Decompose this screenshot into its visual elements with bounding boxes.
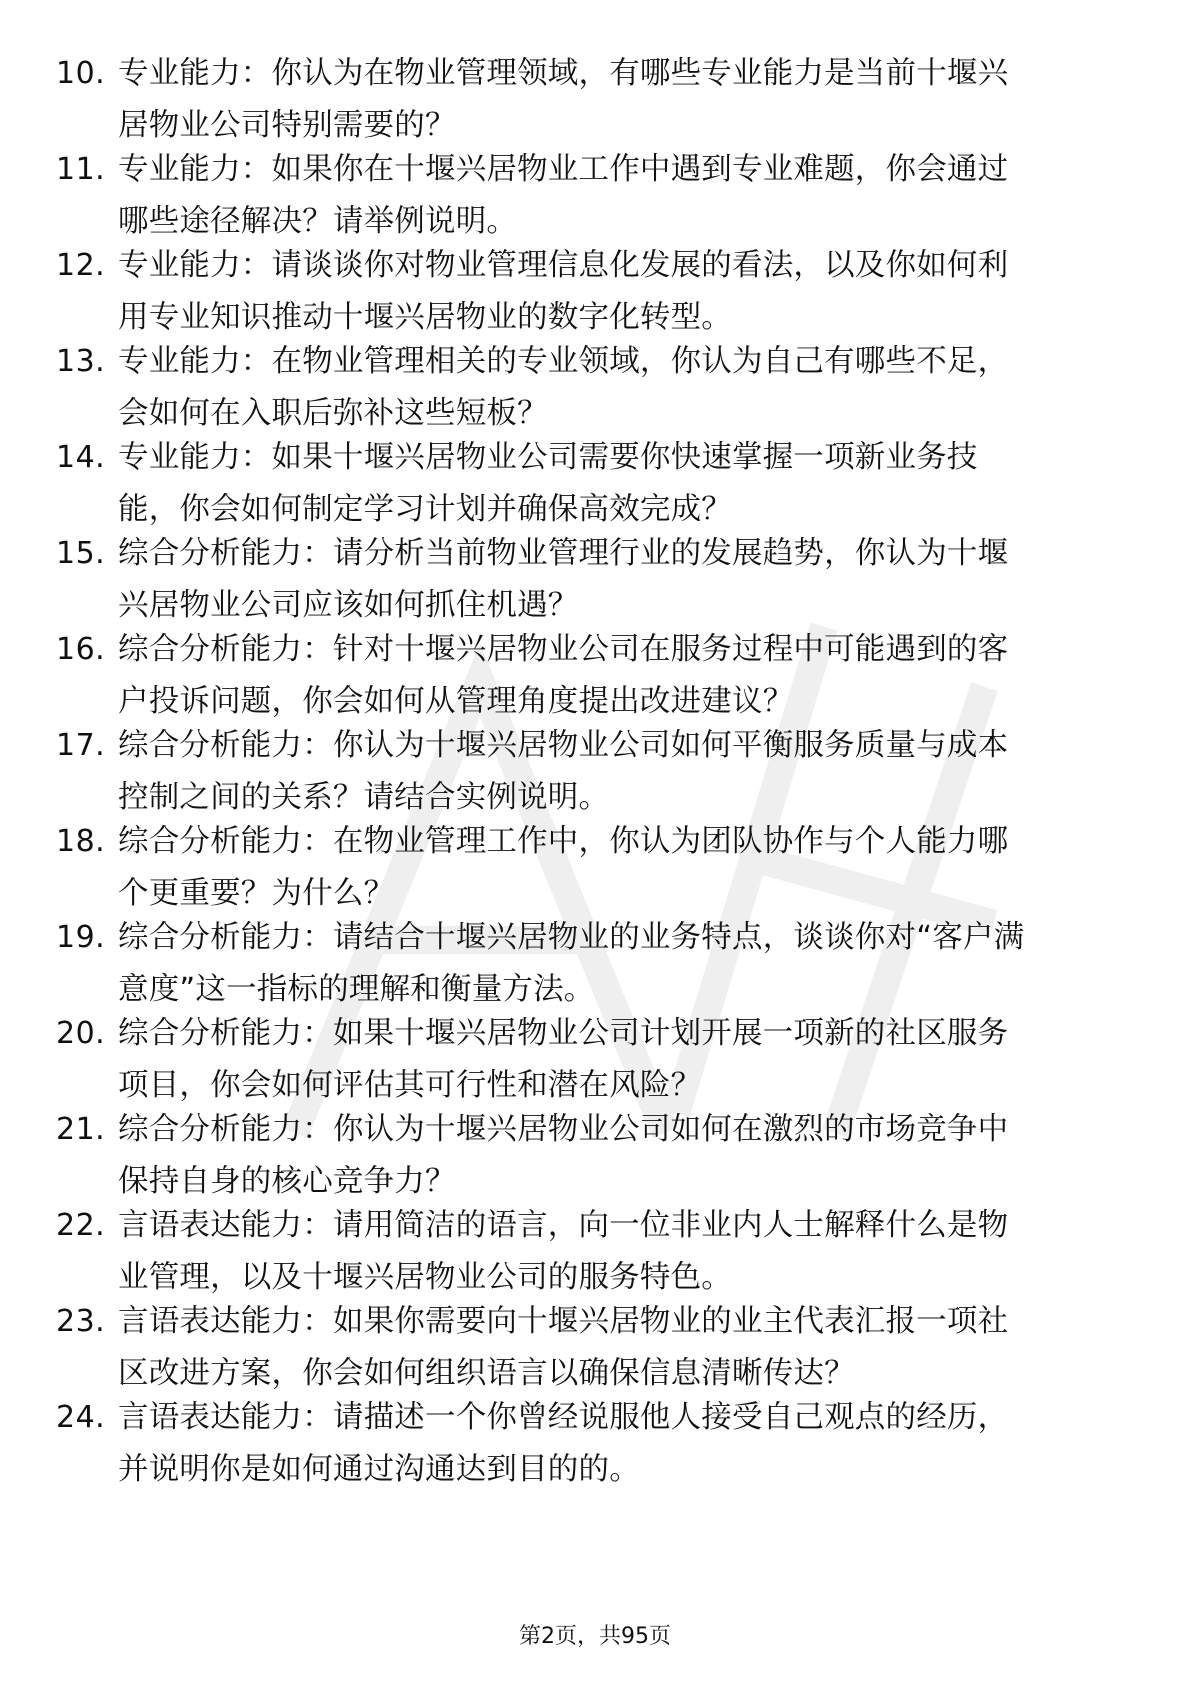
question-text: 言语表达能力：请描述一个你曾经说服他人接受自己观点的经历，并说明你是如何通过沟通达到目的的。	[118, 1400, 1009, 1487]
question-item	[0, 912, 1190, 1016]
question-text: 专业能力：在物业管理相关的专业领域，你认为自己有哪些不足，会如何在入职后弥补这些短板？	[118, 344, 1009, 431]
question-text: 综合分析能力：请分析当前物业管理行业的发展趋势，你认为十堰兴居物业公司应该如何抓住机遇？	[118, 536, 1009, 623]
question-item	[0, 1008, 1190, 1112]
question-number: 14.	[56, 440, 106, 475]
question-number: 21.	[56, 1112, 106, 1147]
question-item	[0, 432, 1190, 536]
question-number: 18.	[56, 824, 106, 859]
question-number: 11.	[56, 152, 106, 187]
question-text: 综合分析能力：你认为十堰兴居物业公司如何平衡服务质量与成本控制之间的关系？请结合实例说明。	[118, 728, 1009, 815]
question-item	[0, 624, 1190, 728]
question-number: 19.	[56, 920, 106, 955]
question-item	[0, 336, 1190, 440]
question-item	[0, 528, 1190, 632]
question-text: 综合分析能力：在物业管理工作中，你认为团队协作与个人能力哪个更重要？为什么？	[118, 824, 1009, 911]
question-text: 言语表达能力：如果你需要向十堰兴居物业的业主代表汇报一项社区改进方案，你会如何组织语言以确保信息清晰传达？	[118, 1304, 1009, 1391]
question-text: 综合分析能力：你认为十堰兴居物业公司如何在激烈的市场竞争中保持自身的核心竞争力？	[118, 1112, 1009, 1199]
question-number: 23.	[56, 1304, 106, 1339]
question-item	[0, 1296, 1190, 1400]
question-number: 17.	[56, 728, 106, 763]
question-number: 12.	[56, 248, 106, 283]
question-number: 20.	[56, 1016, 106, 1051]
question-text: 综合分析能力：针对十堰兴居物业公司在服务过程中可能遇到的客户投诉问题，你会如何从管理角度提出改进建议？	[118, 632, 1009, 719]
question-text: 专业能力：如果你在十堰兴居物业工作中遇到专业难题，你会通过哪些途径解决？请举例说明。	[118, 152, 1009, 239]
question-number: 24.	[56, 1400, 106, 1435]
question-number: 15.	[56, 536, 106, 571]
question-item	[0, 144, 1190, 248]
question-item	[0, 1200, 1190, 1304]
page-footer: 第2页，共95页	[519, 1624, 671, 1649]
question-number: 10.	[56, 56, 106, 91]
question-text: 综合分析能力：请结合十堰兴居物业的业务特点，谈谈你对“客户满意度”这一指标的理解和衡量方法。	[118, 920, 1025, 1007]
question-item	[0, 1104, 1190, 1208]
question-item	[0, 1392, 1190, 1496]
question-text: 专业能力：你认为在物业管理领域，有哪些专业能力是当前十堰兴居物业公司特别需要的？	[118, 56, 1009, 143]
question-item	[0, 816, 1190, 920]
question-text: 言语表达能力：请用简洁的语言，向一位非业内人士解释什么是物业管理，以及十堰兴居物业公司的服务特色。	[118, 1208, 1009, 1295]
question-number: 22.	[56, 1208, 106, 1243]
question-item	[0, 720, 1190, 824]
question-number: 13.	[56, 344, 106, 379]
question-text: 专业能力：如果十堰兴居物业公司需要你快速掌握一项新业务技能，你会如何制定学习计划并确保高效完成？	[118, 440, 978, 527]
question-number: 16.	[56, 632, 106, 667]
question-text: 综合分析能力：如果十堰兴居物业公司计划开展一项新的社区服务项目，你会如何评估其可行性和潜在风险？	[118, 1016, 1009, 1103]
question-item	[0, 240, 1190, 344]
question-text: 专业能力：请谈谈你对物业管理信息化发展的看法，以及你如何利用专业知识推动十堰兴居物业的数字化转型。	[118, 248, 1009, 335]
question-item	[0, 48, 1190, 152]
